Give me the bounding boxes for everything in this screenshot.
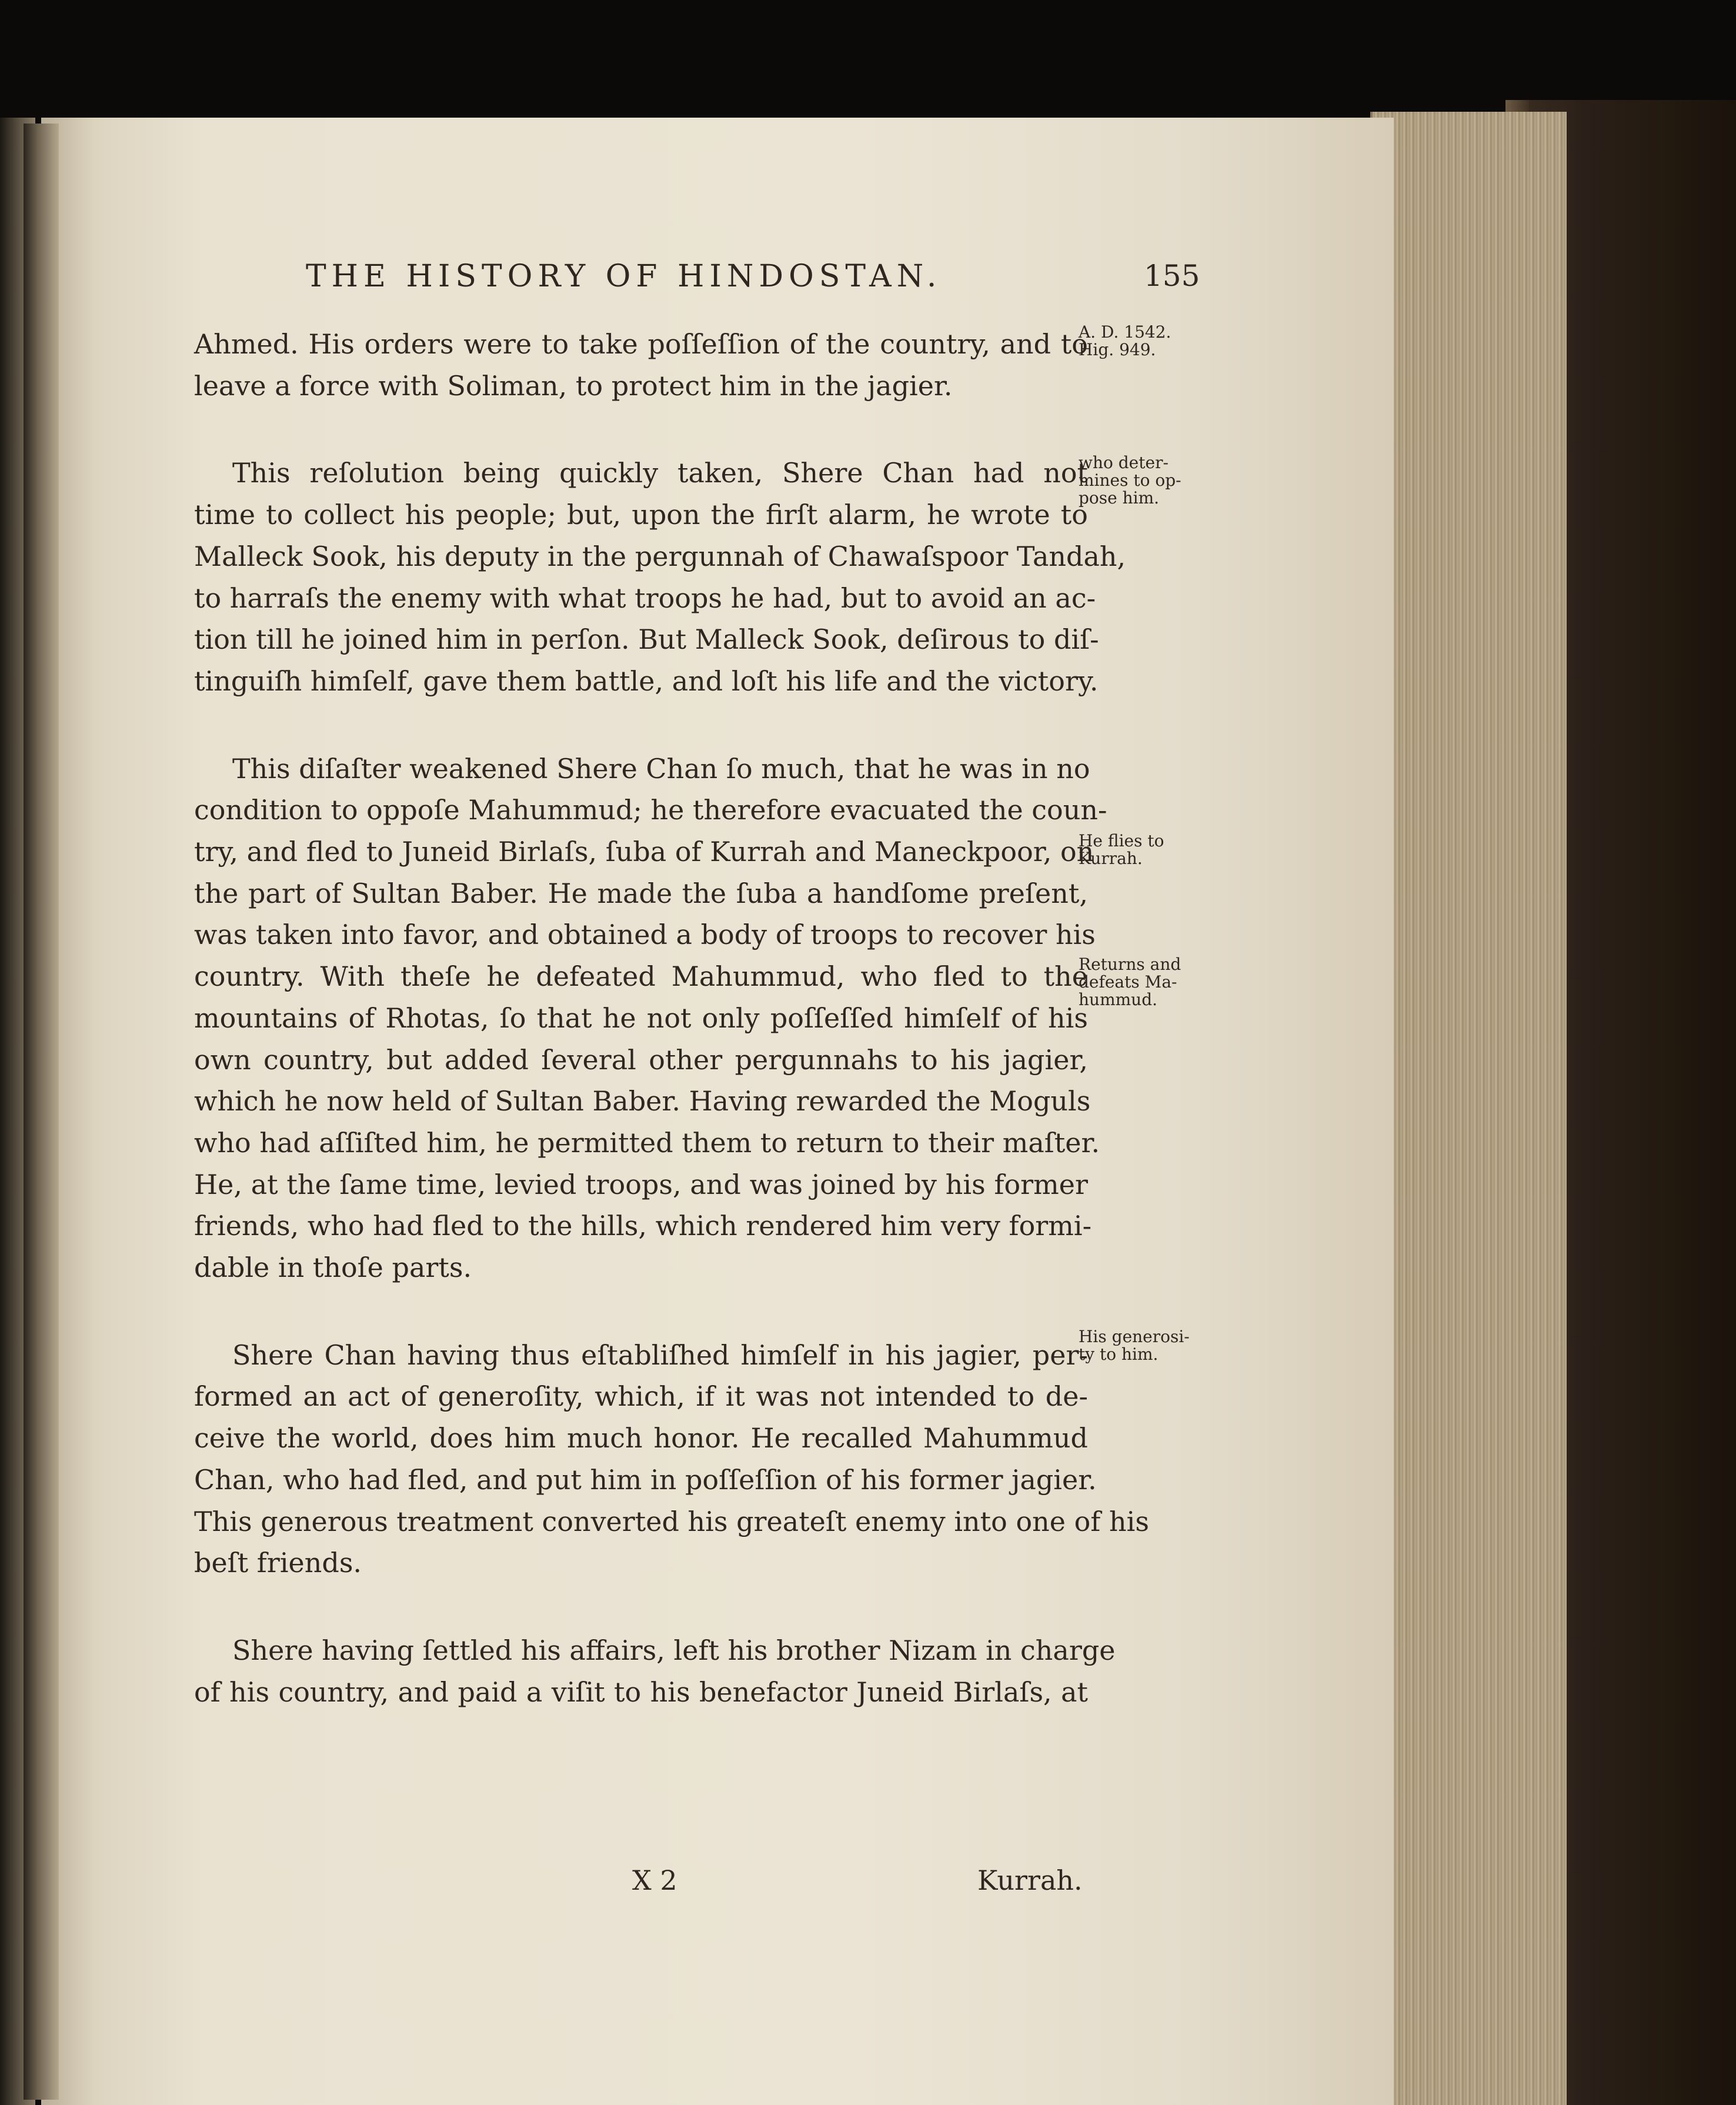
spine-gutter — [24, 124, 59, 2100]
paragraph — [194, 452, 1126, 702]
text-line: own country, but added ſeveral other pergunnahs to his jagier, — [194, 1043, 1088, 1076]
signature-mark: X 2 — [632, 1864, 677, 1896]
margin-note-date: A. D. 1542. Hig. 949. — [1079, 322, 1171, 359]
text-line: tion till he joined him in perſon. But Malleck Sook, deſirous to diſ- — [194, 623, 1099, 656]
text-line: condition to oppoſe Mahummud; he therefore evacuated the coun- — [194, 794, 1107, 826]
paragraph — [194, 1630, 1116, 1713]
text-line: formed an act of generoſity, which, if it was not intended to de- — [194, 1380, 1088, 1413]
text-line: try, and fled to Juneid Birlaſs, ſuba of Kurrah and Maneckpoor, on — [194, 836, 1094, 868]
text-line: beſt friends. — [194, 1547, 362, 1579]
margin-note-returns: Returns and defeats Ma- hummud. — [1079, 955, 1181, 1009]
text-line: dable in thoſe parts. — [194, 1252, 472, 1284]
paragraph — [194, 748, 1107, 1289]
text-line: Malleck Sook, his deputy in the pergunnah of Chawaſspoor Tandah, — [194, 540, 1126, 572]
text-line: which he now held of Sultan Baber. Having rewarded the Moguls — [194, 1085, 1091, 1117]
text-line: leave a force with Soliman, to protect him in the jagier. — [194, 369, 953, 402]
text-line: Chan, who had fled, and put him in poſſeſſion of his former jagier. — [194, 1463, 1097, 1496]
text-line: This diſaſter weakened Shere Chan ſo much, that he was in no — [232, 752, 1090, 785]
text-line: friends, who had fled to the hills, which rendered him very formi- — [194, 1210, 1092, 1242]
text-line: Ahmed. His orders were to take poſſeſſion of the country, and to — [194, 328, 1088, 360]
text-line: was taken into favor, and obtained a body of troops to recover his — [194, 919, 1096, 951]
text-line: This reſolution being quickly taken, Shere Chan had not — [232, 457, 1088, 489]
margin-note-flies: He flies to Kurrah. — [1079, 831, 1164, 868]
text-line: country. With theſe he defeated Mahummud, who fled to the — [194, 960, 1088, 993]
running-title: THE HISTORY OF HINDOSTAN. — [306, 259, 942, 294]
paragraph — [194, 323, 1088, 406]
page-fore-edge — [1370, 112, 1567, 2105]
text-line: Shere having ſettled his affairs, left his brother Nizam in charge — [232, 1634, 1116, 1666]
catchword: Kurrah. — [977, 1864, 1083, 1896]
text-line: tinguiſh himſelf, gave them battle, and loſt his life and the victory. — [194, 665, 1099, 697]
paragraph — [194, 1335, 1149, 1584]
text-line: This generous treatment converted his greateſt enemy into one of his — [194, 1505, 1149, 1537]
text-line: the part of Sultan Baber. He made the ſuba a handſome preſent, — [194, 877, 1088, 909]
text-line: He, at the ſame time, levied troops, and was joined by his former — [194, 1168, 1088, 1200]
text-line: mountains of Rhotas, ſo that he not only poſſeſſed himſelf of his — [194, 1002, 1088, 1034]
text-line: of his country, and paid a viſit to his benefactor Juneid Birlaſs, at — [194, 1676, 1088, 1708]
text-line: who had aſſiſted him, he permitted them to return to their maſter. — [194, 1126, 1100, 1159]
text-line: time to collect his people; but, upon the firſt alarm, he wrote to — [194, 499, 1088, 531]
margin-note-generosity: His generosi- ty to him. — [1079, 1327, 1190, 1364]
margin-note-determines: who deter- mines to op- pose him. — [1079, 453, 1181, 508]
text-line: ceive the world, does him much honor. He recalled Mahummud — [194, 1422, 1088, 1455]
page-number: 155 — [1144, 259, 1200, 293]
text-line: Shere Chan having thus eſtabliſhed himſelf in his jagier, per- — [232, 1339, 1088, 1371]
text-line: to harraſs the enemy with what troops he had, but to avoid an ac- — [194, 582, 1096, 614]
